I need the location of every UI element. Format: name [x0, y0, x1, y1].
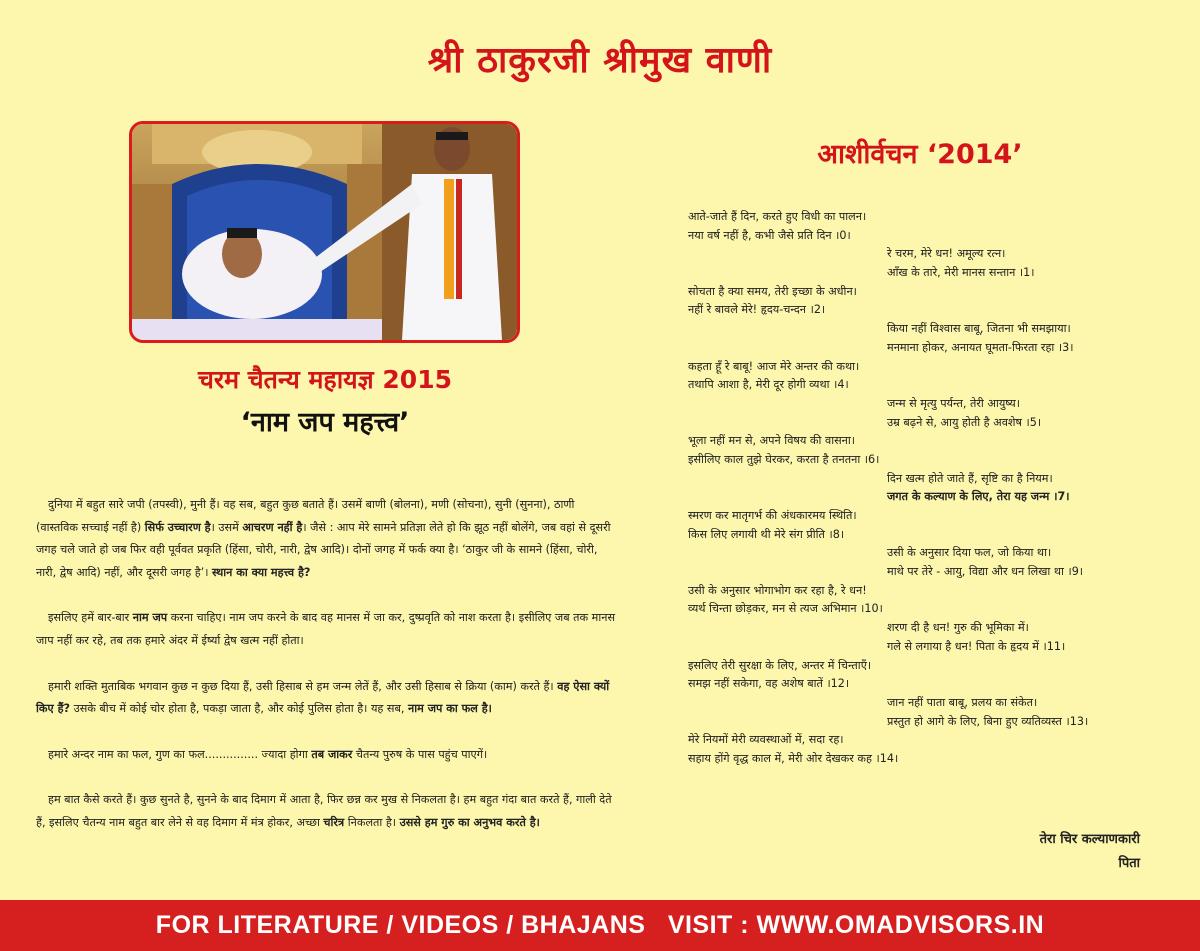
paragraph-text: चैतन्य पुरुष के पास पहुंच पाएगें।: [352, 747, 488, 761]
poem-line: तथापि आशा है, मेरी दूर होगी व्यथा ।4।: [688, 378, 849, 392]
poem-line: जन्म से मृत्यु पर्यन्त, तेरी आयुष्य।: [887, 396, 1021, 410]
poem-line: किया नहीं विश्वास बाबू, जितना भी समझाया।: [887, 322, 1071, 336]
poem: [688, 208, 1158, 769]
poem-line: सहाय होंगे वृद्ध काल में, मेरी ओर देखकर कह ।14।: [688, 751, 899, 765]
blessing-title: आशीर्वचन ‘2014’: [817, 139, 1023, 170]
paragraph-text: करना चाहिए। नाम जप करने के बाद वह मानस में जा कर, दुष्प्रवृति को नाश करता है। इसीलिए जब तक मानस जाप नहीं कर रहे, तब तक हमारे अंदर में ईर्ष्या द्वेष खत्म नहीं होता।: [36, 611, 616, 647]
paragraph-text: इसलिए हमें बार-बार: [48, 611, 133, 625]
paragraph-text: । जैसे : आप मेरे सामने प्रतिज्ञा लेते हो कि झूठ नहीं बोलेंगे, जब वहां से दूसरी जगह चले जाते हो जब फिर वही पूर्ववत प्रकृति (हिंसा, चोरी, नारी, द्वेष आदि)। दोनों जगह में फर्क क्या है। ‘ठाकुर जी के सामने (हिंसा, चोरी, नारी, द्वेष आदि) नहीं, और दूसरी जगह है’।: [36, 520, 611, 579]
poem-line: स्मरण कर मातृगर्भ की अंधकारमय स्थिति।: [688, 509, 857, 522]
poem-line: मनमाना होकर, अनायत घूमता-फिरता रहा ।3।: [887, 340, 1074, 354]
emphasis-text: आचरण नहीं है: [242, 520, 303, 534]
emphasis-text: वह ऐसा क्यों किए हैं?: [36, 679, 610, 716]
paragraph-text: दुनिया में बहुत सारे जपी (तपस्वी), मुनी हैं। वह सब, बहुत कुछ बताते हैं। उसमें बाणी (बोलना), मणी (सोचना), सुनी (सुनना), ठाणी (वास्तविक सच्चाई नहीं है): [36, 498, 575, 534]
signature: [1040, 828, 1140, 876]
poem-line: आँख के तारे, मेरी मानस सन्तान ।1।: [887, 266, 1035, 280]
event-title: चरम चैतन्य महायज्ञ 2015: [198, 365, 452, 394]
guru-photo: [129, 121, 520, 343]
poem-line: उम्र बढ़ने से, आयु होती है अवशेष ।5।: [887, 415, 1042, 429]
poem-line: दिन खत्म होते जाते हैं, सृष्टि का है नियम।: [887, 471, 1053, 485]
footer-banner: [0, 900, 1200, 951]
emphasis-text: सिर्फ उच्चारण है: [144, 520, 211, 534]
footer-text: FOR LITERATURE / VIDEOS / BHAJANS VISIT : WWW.OMADVISORS.IN: [155, 911, 1045, 939]
poem-line: व्यर्थ चिन्ता छोड़कर, मन से त्यज अभिमान ।10।: [688, 602, 883, 616]
poem-line: इसीलिए काल तुझे घेरकर, करता है तनतना ।6।: [688, 452, 880, 466]
poem-line: किस लिए लगायी थी मेरे संग प्रीति ।8।: [688, 527, 845, 541]
paragraph-text: हमारी शक्ति मुताबिक भगवान कुछ न कुछ दिया हैं, उसी हिसाब से हम जन्म लेतें हैं, और उसी हिसाब से क्रिया (काम) करते हैं।: [48, 679, 558, 693]
poem-line: भूला नहीं मन से, अपने विषय की वासना।: [688, 434, 856, 448]
emphasis-text: उससे हम गुरु का अनुभव करते है।: [399, 815, 540, 829]
paragraph-text: उसके बीच में कोई चोर होता है, पकड़ा जाता है, और कोई पुलिस होता है। यह सब,: [70, 702, 408, 716]
poem-line: रे चरम, मेरे धन! अमूल्य रत्न।: [887, 247, 1006, 261]
page-title: श्री ठाकुरजी श्रीमुख वाणी: [427, 40, 773, 81]
poem-line: नहीं रे बावले मेरे! हृदय-चन्दन ।2।: [688, 303, 826, 317]
poem-line: शरण दी है धन! गुरु की भूमिका में।: [887, 621, 1029, 635]
article-body: [36, 494, 616, 858]
poem-line: जगत के कल्याण के लिए, तेरा यह जन्म ।7।: [887, 490, 1070, 504]
poem-line: गले से लगाया है धन! पिता के हृदय में ।11।: [887, 639, 1066, 653]
article-paragraph: [36, 789, 616, 834]
poem-line: इसलिए तेरी सुरक्षा के लिए, अन्तर में चिन्ताएँ।: [688, 658, 872, 672]
article-paragraph: [36, 676, 616, 721]
poem-line: नया वर्ष नहीं है, कभी जैसे प्रति दिन ।0।: [688, 228, 851, 242]
paragraph-text: निकलता है।: [344, 815, 400, 829]
emphasis-text: तब जाकर: [311, 747, 353, 761]
poem-line: कहता हूँ रे बाबू! आज मेरे अन्तर की कथा।: [688, 359, 860, 373]
paragraph-text: हम बात कैसे करते हैं। कुछ सुनते है, सुनने के बाद दिमाग में आता है, फिर छन्न कर मुख से निकलता है। हम बहुत गंदा बात करते हैं, गाली देते हैं, इसलिए चैतन्य नाम बहुत बार लेने से वह दिमाग में मंत्र होकर, अच्छा: [36, 793, 612, 829]
poem-line: सोचता है क्या समय, तेरी इच्छा के अधीन।: [688, 284, 857, 298]
emphasis-text: नाम जप का फल है।: [408, 702, 492, 716]
poem-line: माथे पर तेरे - आयु, विद्या और धन लिखा था ।9।: [887, 565, 1084, 579]
photo-illustration: [132, 124, 517, 340]
poem-line: मेरे नियमों मेरी व्यवस्थाओं में, सदा रह।: [688, 733, 844, 747]
poem-line: आते-जाते हैं दिन, करते हुए विधी का पालन।: [688, 210, 867, 223]
paragraph-text: हमारे अन्दर नाम का फल, गुण का फल............... ज्यादा होगा: [48, 747, 312, 761]
emphasis-text: नाम जप: [132, 611, 168, 625]
article-paragraph: [36, 494, 616, 584]
poem-line: उसी के अनुसार दिया फल, जो किया था।: [887, 546, 1052, 560]
article-paragraph: [36, 607, 616, 652]
poem-line: उसी के अनुसार भोगाभोग कर रहा है, रे धन!: [688, 583, 867, 597]
emphasis-text: चरित्र: [323, 815, 345, 829]
emphasis-text: स्थान का क्या महत्त्व है?: [212, 565, 311, 579]
article-paragraph: [36, 744, 616, 767]
signature-line-1: तेरा चिर कल्याणकारी: [1039, 832, 1140, 847]
paragraph-text: । उसमें: [210, 520, 243, 534]
poem-line: जान नहीं पाता बाबू, प्रलय का संकेत।: [887, 695, 1038, 709]
poem-line: समझ नहीं सकेगा, वह अशेष बातें ।12।: [688, 677, 850, 691]
signature-line-2: पिता: [1118, 856, 1140, 871]
poem-line: प्रस्तुत हो आगे के लिए, बिना हुए व्यतिव्यस्त ।13।: [887, 714, 1089, 728]
event-subtitle: ‘नाम जप महत्त्व’: [240, 407, 410, 438]
